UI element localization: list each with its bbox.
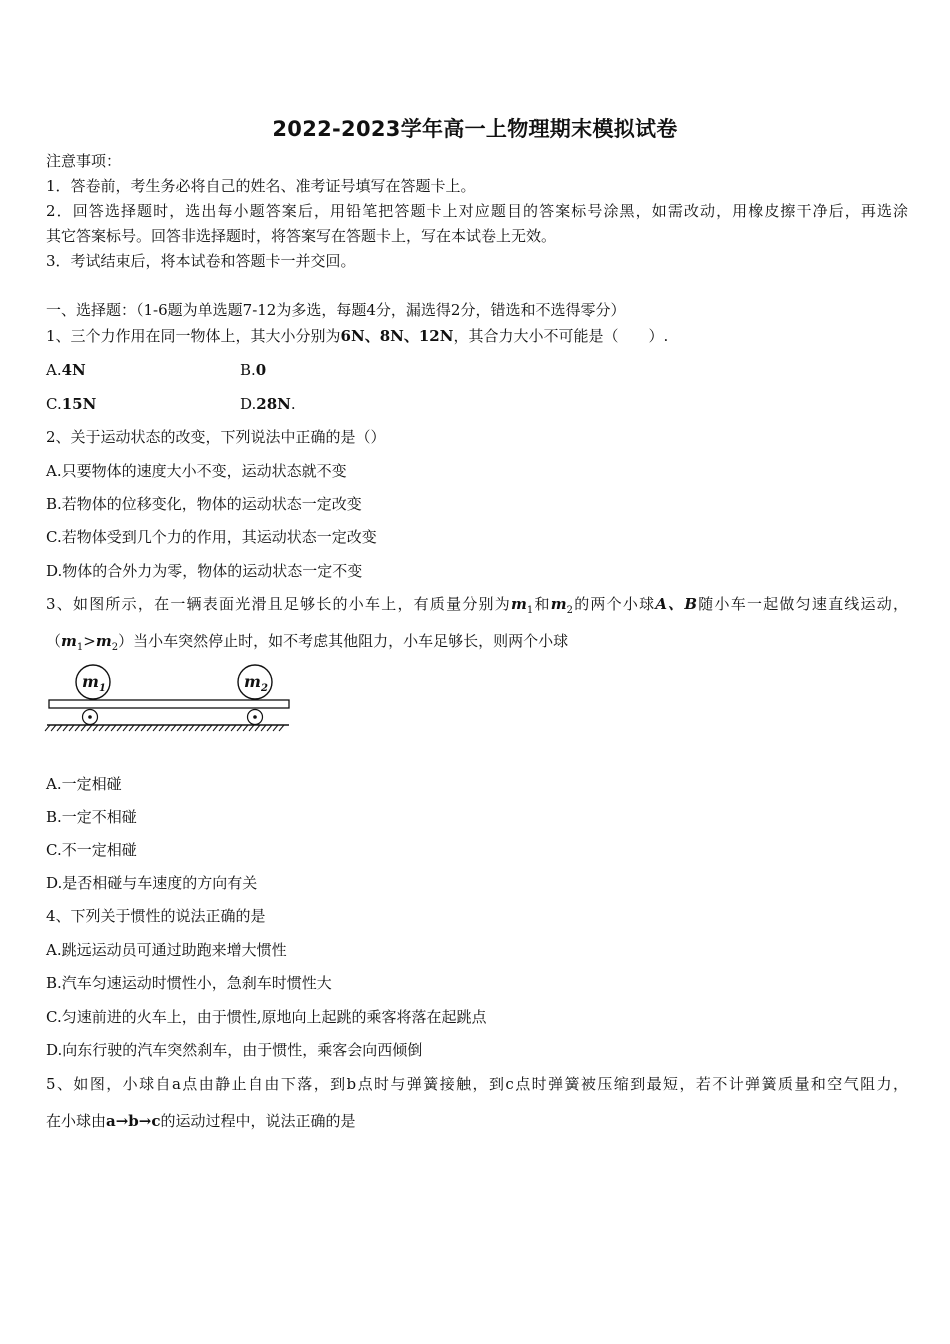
q5-text-1: 在小球由 — [46, 1112, 107, 1130]
q3-balls-ab: A、B — [655, 595, 698, 613]
question-5-stem-line-2 — [46, 1111, 356, 1131]
q1-forces: 6N、8N、12N — [340, 327, 454, 345]
section-heading: 一、选择题：（1-6题为单选题7-12为多选，每题4分，漏选得2分，错选和不选得零分） — [46, 301, 626, 319]
q3-m1-sub: 1 — [526, 605, 534, 616]
q3-m2: m — [550, 595, 567, 613]
q4-option-d: D.向东行驶的汽车突然刹车，由于惯性，乘客会向西倾倒 — [46, 1041, 423, 1059]
q3-m2-sub: 2 — [566, 605, 573, 616]
notice-item-1: 1．答卷前，考生务必将自己的姓名、准考证号填写在答题卡上。 — [46, 177, 476, 195]
q3-option-b: B.一定不相碰 — [46, 808, 137, 826]
q3-cmp-m1: m — [61, 632, 77, 650]
q1-option-c — [46, 394, 96, 414]
q4-option-c: C.匀速前进的火车上，由于惯性,原地向上起跳的乘客将落在起跳点 — [46, 1008, 487, 1026]
q3-option-d: D.是否相碰与车速度的方向有关 — [46, 874, 258, 892]
exam-title: 2022-2023学年高一上物理期末模拟试卷 — [272, 117, 678, 141]
notice-item-2-continued: 其它答案标号。回答非选择题时，将答案写在答题卡上，写在本试卷上无效。 — [46, 227, 557, 245]
q1-option-a-value: 4N — [61, 361, 86, 379]
q1-option-c-label: C. — [46, 395, 62, 413]
q4-option-b: B.汽车匀速运动时惯性小，急刹车时惯性大 — [46, 974, 332, 992]
q3-cmp-m2-sub: 2 — [111, 642, 119, 653]
question-2-stem: 2、关于运动状态的改变，下列说法中正确的是（） — [46, 428, 386, 446]
q3-cmp-m1-sub: 1 — [76, 642, 84, 653]
q5-path: a→b→c — [106, 1112, 161, 1130]
notice-item-3: 3．考试结束后，将本试卷和答题卡一并交回。 — [46, 252, 356, 270]
q3-option-c: C.不一定相碰 — [46, 841, 137, 859]
q1-option-b — [240, 360, 266, 380]
notice-item-2: 2．回答选择题时，选出每小题答案后，用铅笔把答题卡上对应题目的答案标号涂黑，如需改动，用橡皮擦干净后，再选涂 — [46, 202, 908, 220]
q3-m1: m — [511, 595, 527, 613]
q1-stem-start: 1、三个力作用在同一物体上，其大小分别为 — [46, 327, 341, 345]
question-3-stem-line-1 — [46, 594, 908, 621]
q3-text-2: 的两个小球 — [572, 595, 656, 613]
q1-option-d-label: D. — [240, 395, 257, 413]
ball-m2-label: $m_2$ — [244, 672, 268, 694]
q3-cart-figure — [44, 660, 294, 744]
q1-stem-end: ，其合力大小不可能是（ ）. — [453, 327, 669, 345]
q3-cmp: > — [83, 632, 96, 650]
q3-text-1: 3、如图所示，在一辆表面光滑且足够长的小车上，有质量分别为 — [46, 595, 512, 613]
q3-cmp-m2: m — [95, 632, 112, 650]
question-5-stem-line-1: 5、如图，小球自a点由静止自由下落，到b点时与弹簧接触，到c点时弹簧被压缩到最短，若不计弹簧质量和空气阻力， — [46, 1075, 908, 1093]
q5-text-2: 的运动过程中，说法正确的是 — [160, 1112, 356, 1130]
q3-text-4: ）当小车突然停止时，如不考虑其他阻力，小车足够长，则两个小球 — [118, 632, 569, 650]
q2-option-c: C.若物体受到几个力的作用，其运动状态一定改变 — [46, 528, 377, 546]
q3-and: 和 — [533, 595, 551, 613]
q3-paren-open: （ — [46, 632, 62, 650]
q2-option-b: B.若物体的位移变化，物体的运动状态一定改变 — [46, 495, 362, 513]
q4-option-a: A.跳远运动员可通过助跑来增大惯性 — [46, 941, 287, 959]
q3-option-a: A.一定相碰 — [46, 775, 122, 793]
q1-option-b-label: B. — [240, 361, 256, 379]
q2-option-a: A.只要物体的速度大小不变，运动状态就不变 — [46, 462, 347, 480]
q1-option-a — [46, 360, 86, 380]
q1-option-d — [240, 394, 296, 414]
question-3-stem-line-2 — [46, 631, 568, 658]
ground-hatch — [45, 725, 284, 731]
question-4-stem: 4、下列关于惯性的说法正确的是 — [46, 907, 266, 925]
q1-option-d-value: 28N — [256, 395, 291, 413]
question-1-stem — [46, 326, 668, 346]
q1-option-a-label: A. — [46, 361, 62, 379]
q1-option-b-value: 0 — [255, 361, 267, 379]
q1-option-d-suffix: . — [290, 395, 296, 413]
notice-heading: 注意事项： — [46, 152, 122, 170]
ball-m1-label: $m_1$ — [82, 672, 106, 694]
q3-text-3: 随小车一起做匀速直线运动， — [697, 595, 908, 613]
q1-option-c-value: 15N — [61, 395, 97, 413]
q2-option-d: D.物体的合外力为零，物体的运动状态一定不变 — [46, 562, 363, 580]
cart-board — [49, 700, 289, 708]
